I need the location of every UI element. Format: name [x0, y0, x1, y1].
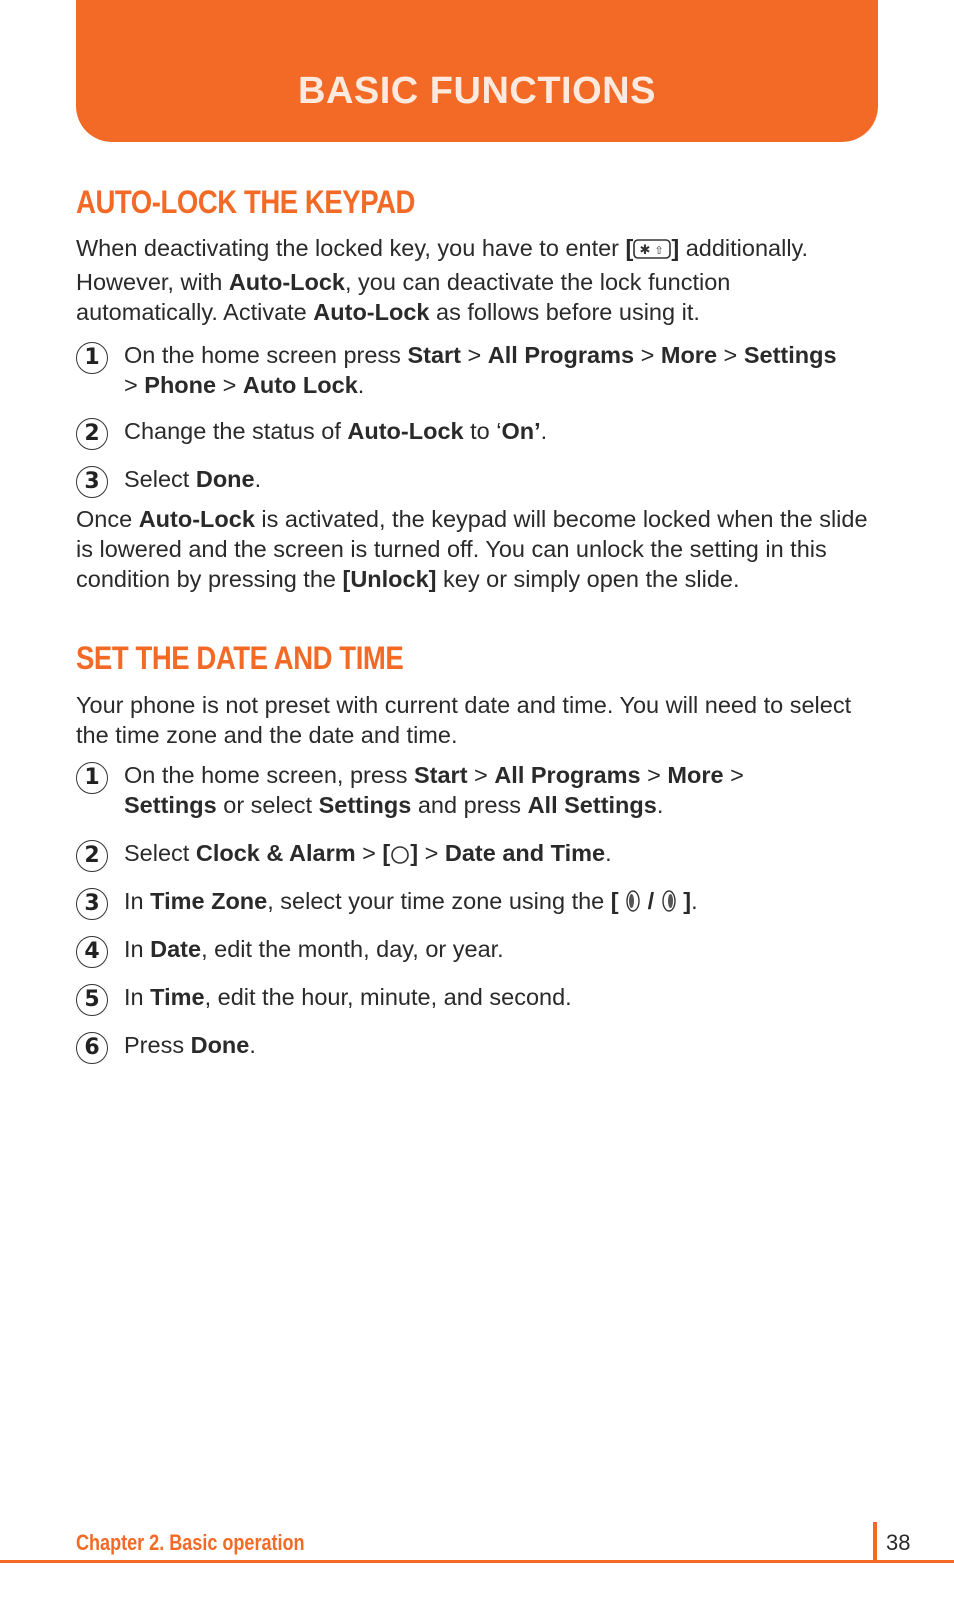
- footer-rule: [0, 1560, 954, 1563]
- autolock-outro: Once Auto-Lock is activated, the keypad will become locked when the slide is lowered and the screen is turned off. You can unlock the setting in this condition by pressing the [Unlock] key or simply open the slide.: [76, 506, 868, 592]
- step-number-1-icon: 1: [76, 762, 108, 794]
- autolock-intro: When deactivating the locked key, you have to enter [ ✱ ⇧ ] additionally. However, with Auto-Lock, you can deactivate the lock function automatically. Activate Auto-Lock as follows before using it.: [76, 235, 809, 325]
- footer-chapter-title: Chapter 2. Basic operation: [76, 1530, 305, 1555]
- datetime-intro: Your phone is not preset with current date and time. You will need to select the time zone and the date and time.: [76, 692, 852, 748]
- section-heading-autolock: AUTO-LOCK THE KEYPAD: [76, 184, 415, 220]
- section-heading-datetime: SET THE DATE AND TIME: [76, 640, 404, 676]
- footer-divider: [873, 1522, 877, 1562]
- step-text: On the home screen press Start > All Programs > More > Settings > Phone > Auto Lock.: [124, 342, 837, 398]
- step-text: Press Done.: [124, 1032, 256, 1058]
- step-number-3-icon: 3: [76, 466, 108, 498]
- step-number-3-icon: 3: [76, 888, 108, 920]
- step-text: In Time Zone, select your time zone using the [ / ].: [124, 886, 884, 920]
- step-number-6-icon: 6: [76, 1032, 108, 1064]
- step-number-2-icon: 2: [76, 418, 108, 450]
- star-shift-key-icon: [633, 237, 671, 267]
- ok-circle-icon: [390, 842, 410, 872]
- step-text: Select Clock & Alarm > [ ] > Date and Time.: [124, 838, 884, 872]
- scroll-left-icon: [625, 889, 641, 920]
- step-number-1-icon: 1: [76, 342, 108, 374]
- step-text: Select Done.: [124, 466, 262, 492]
- step-number-5-icon: 5: [76, 984, 108, 1016]
- chapter-banner: [76, 0, 878, 142]
- page-number: 38: [886, 1530, 911, 1555]
- step-text: In Time, edit the hour, minute, and second.: [124, 984, 572, 1010]
- banner-title: BASIC FUNCTIONS: [298, 70, 656, 112]
- step-number-2-icon: 2: [76, 840, 108, 872]
- step-text: On the home screen, press Start > All Programs > More > Settings or select Settings and press All Settings.: [124, 762, 744, 818]
- step-text: In Date, edit the month, day, or year.: [124, 936, 504, 962]
- svg-text:⇧: ⇧: [654, 244, 664, 257]
- svg-text:✱: ✱: [639, 243, 651, 258]
- step-number-4-icon: 4: [76, 936, 108, 968]
- step-text: Change the status of Auto-Lock to ‘On’.: [124, 418, 548, 444]
- scroll-right-icon: [661, 889, 677, 920]
